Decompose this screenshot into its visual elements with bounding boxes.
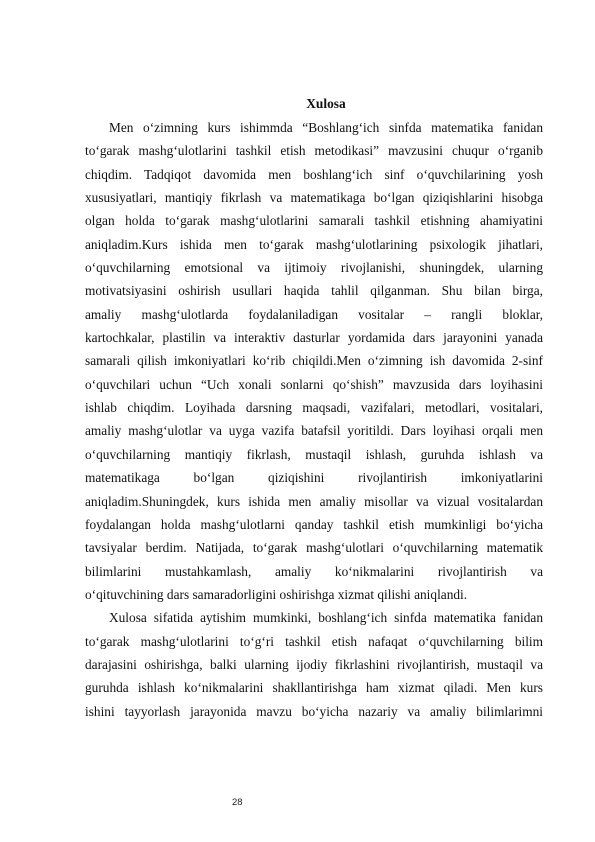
text-line: tavsiyalar berdim. Natijada, to‘garak mashg‘ulotlari o‘quvchilarning matematik bbox=[85, 540, 543, 556]
paragraph-1 bbox=[85, 116, 543, 606]
text-line: foydalangan holda mashg‘ulotlarni qanday tashkil etish mumkinligi bo‘yicha bbox=[85, 516, 543, 532]
text-line: amaliy mashg‘ulotlar va uyga vazifa batafsil yoritildi. Dars loyihasi orqali men bbox=[85, 423, 543, 439]
text-line: ishlab chiqdim. Loyihada darsning maqsadi, vazifalari, metodlari, vositalari, bbox=[85, 400, 543, 416]
paragraph-2 bbox=[85, 606, 543, 723]
text-line: chiqdim. Tadqiqot davomida men boshlang‘ich sinf o‘quvchilarining yosh bbox=[85, 166, 543, 182]
text-line: matematikaga bo‘lgan qiziqishini rivojlantirish imkoniyatlarini bbox=[85, 470, 543, 486]
text-line: to‘garak mashg‘ulotlarini tashkil etish metodikasi” mavzusini chuqur o‘rganib bbox=[85, 143, 543, 159]
text-line: olgan holda to‘garak mashg‘ulotlarini samarali tashkil etishning ahamiyatini bbox=[85, 213, 543, 229]
text-line: Xulosa sifatida aytishim mumkinki, boshlang‘ich sinfda matematika fanidan bbox=[109, 610, 543, 626]
text-line: o‘quvchilarning mantiqiy fikrlash, mustaqil ishlash, guruhda ishlash va bbox=[85, 446, 543, 462]
text-line: darajasini oshirishga, balki ularning ijodiy fikrlashini rivojlantirish, mustaqil va bbox=[85, 656, 543, 672]
text-line: to‘garak mashg‘ulotlarini to‘g‘ri tashkil etish nafaqat o‘quvchilarning bilim bbox=[85, 633, 543, 649]
text-line: o‘qituvchining dars samaradorligini oshirishga xizmat qilishi aniqlandi. bbox=[85, 586, 468, 602]
text-line: amaliy mashg‘ulotlarda foydalaniladigan vositalar – rangli bloklar, bbox=[85, 306, 543, 322]
text-line: bilimlarini mustahkamlash, amaliy ko‘nikmalarini rivojlantirish va bbox=[85, 563, 543, 579]
text-line: Men o‘zimning kurs ishimmda “Boshlang‘ich sinfda matematika fanidan bbox=[109, 120, 543, 135]
text-line: o‘quvchilari uchun “Uch xonali sonlarni qo‘shish” mavzusida dars loyihasini bbox=[85, 376, 543, 392]
text-line: guruhda ishlash ko‘nikmalarini shakllantirishga ham xizmat qiladi. Men kurs bbox=[85, 680, 543, 696]
text-line: motivatsiyasini oshirish usullari haqida tahlil qilganman. Shu bilan birga, bbox=[85, 283, 543, 299]
text-line: samarali qilish imkoniyatlari ko‘rib chiqildi.Men o‘zimning ish davomida 2-sinf bbox=[85, 353, 543, 369]
body-text bbox=[85, 116, 543, 723]
text-line: aniqladim.Shuningdek, kurs ishida men amaliy misollar va vizual vositalardan bbox=[85, 493, 543, 509]
text-line: aniqladim.Kurs ishida men to‘garak mashg‘ulotlarining psixologik jihatlari, bbox=[85, 236, 543, 252]
text-line: kartochkalar, plastilin va interaktiv dasturlar yordamida dars jarayonini yanada bbox=[85, 330, 543, 346]
section-heading: Xulosa bbox=[306, 96, 346, 111]
text-line: xususiyatlari, mantiqiy fikrlash va matematikaga bo‘lgan qiziqishlarini hisobga bbox=[85, 190, 543, 206]
page-number: 28 bbox=[232, 797, 243, 808]
text-line: ishini tayyorlash jarayonida mavzu bo‘yicha nazariy va amaliy bilimlarimni bbox=[85, 703, 543, 719]
text-line: o‘quvchilarning emotsional va ijtimoiy rivojlanishi, shuningdek, ularning bbox=[85, 260, 543, 276]
